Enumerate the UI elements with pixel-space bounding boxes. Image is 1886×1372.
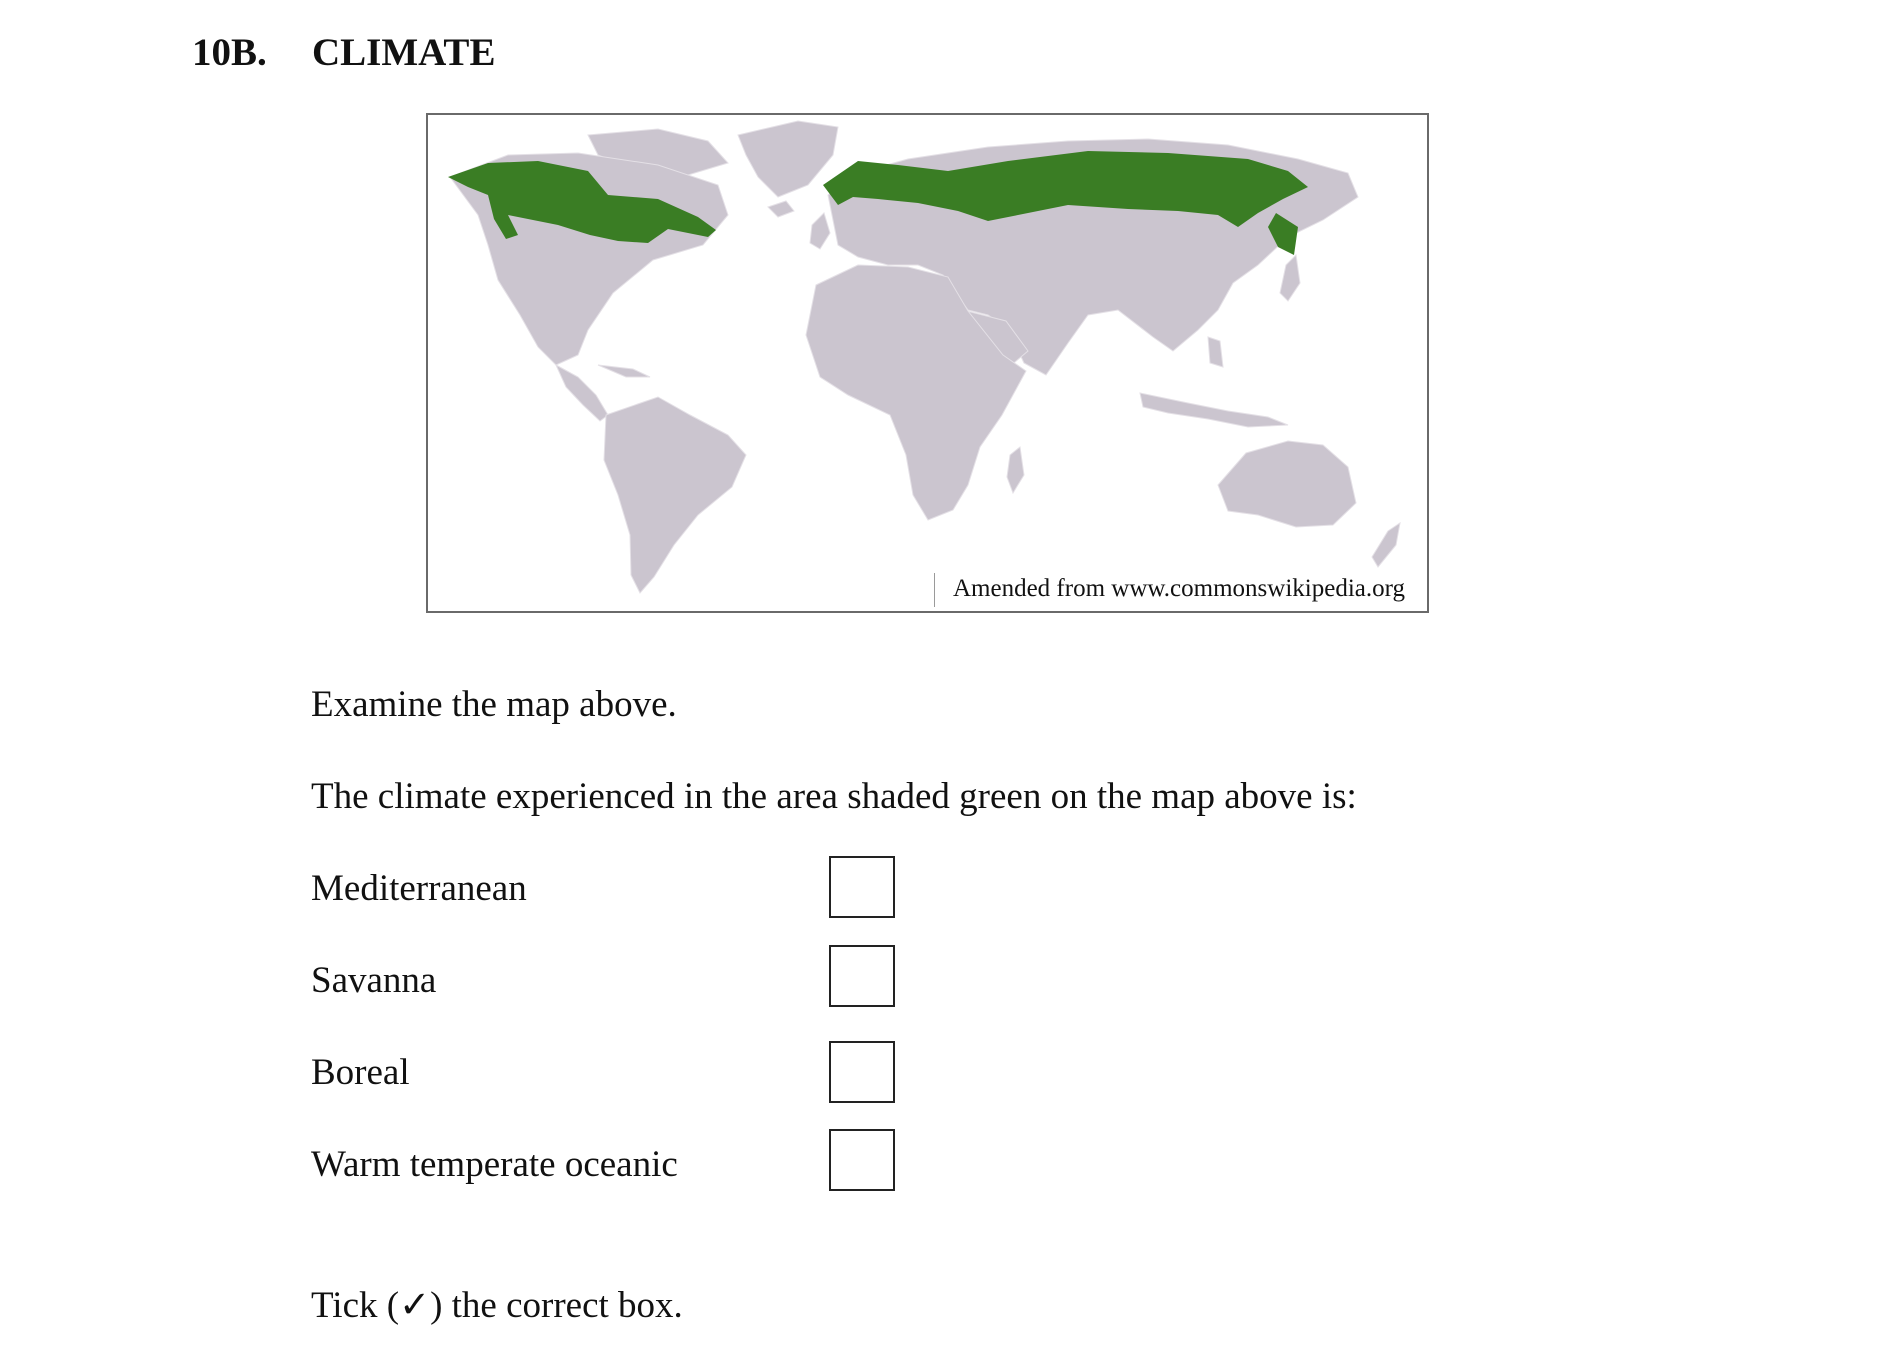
checkbox-warm-temperate-oceanic[interactable] [829,1129,895,1191]
greenland-landmass [738,121,838,197]
option-label-boreal: Boreal [311,1052,410,1093]
question-number: 10B. [192,31,267,74]
question-header [192,30,495,75]
instruction-text: Examine the map above. [311,684,677,725]
madagascar-landmass [1007,447,1024,493]
south-america-landmass [604,397,746,593]
uk-landmass [810,213,830,249]
option-label-savanna: Savanna [311,960,437,1001]
checkbox-boreal[interactable] [829,1041,895,1103]
world-map-graphic [428,115,1429,613]
philippines-landmass [1208,337,1223,367]
question-title: CLIMATE [312,31,496,74]
japan-landmass [1280,255,1300,301]
checkbox-mediterranean[interactable] [829,856,895,918]
iceland-landmass [768,201,794,217]
southeast-asia-islands-landmass [1140,393,1288,427]
question-prompt: The climate experienced in the area shaded green on the map above is: [311,776,1357,817]
tick-instruction: Tick (✓) the correct box. [311,1285,683,1326]
new-zealand-landmass [1372,523,1400,567]
checkbox-savanna[interactable] [829,945,895,1007]
option-label-mediterranean: Mediterranean [311,868,527,909]
caribbean-landmass [598,365,650,377]
world-map [426,113,1429,613]
map-credit: Amended from www.commonswikipedia.org [934,573,1423,607]
central-america-landmass [556,365,608,421]
australia-landmass [1218,441,1356,527]
option-label-warm-temperate-oceanic: Warm temperate oceanic [311,1144,678,1185]
